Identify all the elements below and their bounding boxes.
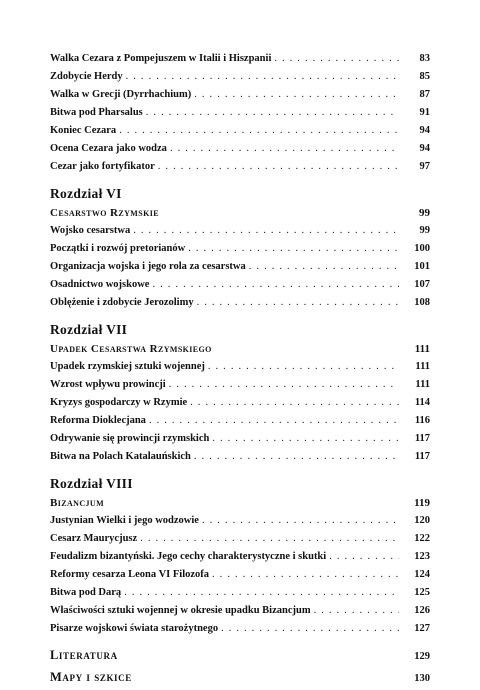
entry-title: Właściwości sztuki wojennej w okresie upadku Bizancjum: [50, 605, 311, 616]
subtitle-title: Bizancjum: [50, 497, 105, 509]
dot-leader: [169, 376, 399, 394]
dot-leader: [197, 294, 399, 312]
entry-title: Bitwa na Polach Katalauńskich: [50, 451, 191, 462]
dot-leader: [190, 394, 399, 412]
dot-leader: [119, 122, 399, 140]
subtitle-title: Upadek Cesarstwa Rzymskiego: [50, 343, 212, 355]
dot-leader: [212, 566, 399, 584]
toc-entry[interactable]: [50, 530, 430, 548]
toc-entry[interactable]: [50, 276, 430, 294]
toc-entry[interactable]: [50, 430, 430, 448]
entry-title: Cesarz Maurycjusz: [50, 533, 138, 544]
entry-title: Oblężenie i zdobycie Jerozolimy: [50, 297, 194, 308]
toc-entry[interactable]: [50, 240, 430, 258]
entry-title: Odrywanie się prowincji rzymskich: [50, 433, 210, 444]
entry-title: Osadnictwo wojskowe: [50, 279, 150, 290]
dot-leader: [149, 412, 399, 430]
entry-page: 99: [419, 225, 430, 236]
dot-leader: [133, 222, 399, 240]
entry-title: Kryzys gospodarczy w Rzymie: [50, 397, 188, 408]
entry-page: 126: [414, 605, 430, 616]
toc-entry[interactable]: [50, 448, 430, 466]
entry-page: 99: [419, 207, 430, 219]
dot-leader: [202, 512, 399, 530]
entry-page: 83: [419, 53, 430, 64]
entry-page: 111: [414, 343, 430, 355]
entry-page: 119: [414, 497, 430, 509]
entry-page: 91: [419, 107, 430, 118]
entry-title: Cezar jako fortyfikator: [50, 161, 155, 172]
toc-entry[interactable]: [50, 222, 430, 240]
toc-entry[interactable]: [50, 86, 430, 104]
entry-page: 122: [414, 533, 430, 544]
entry-title: Reformy cesarza Leona VI Filozofa: [50, 569, 210, 580]
entry-title: Wzrost wpływu prowincji: [50, 379, 166, 390]
dot-leader: [152, 276, 399, 294]
entry-title: Początki i rozwój pretorianów: [50, 243, 186, 254]
toc-entry[interactable]: [50, 394, 430, 412]
entry-title: Bitwa pod Darą: [50, 587, 122, 598]
entry-page: 120: [414, 515, 430, 526]
toc-entry[interactable]: [50, 412, 430, 430]
chapter-subtitle[interactable]: [50, 494, 430, 512]
entry-title: Ocena Cezara jako wodza: [50, 143, 167, 154]
entry-page: 116: [414, 415, 430, 426]
dot-leader: [140, 530, 399, 548]
dot-leader: [146, 104, 399, 122]
entry-page: 94: [419, 125, 430, 136]
toc-entry[interactable]: [50, 50, 430, 68]
toc-entry[interactable]: [50, 566, 430, 584]
toc-entry[interactable]: [50, 294, 430, 312]
toc-entry[interactable]: [50, 620, 430, 638]
toc-entry[interactable]: [50, 376, 430, 394]
entry-page: 101: [414, 261, 430, 272]
toc-entry[interactable]: [50, 140, 430, 158]
major-title: Literatura: [50, 648, 118, 662]
toc-major-entry[interactable]: [50, 644, 430, 666]
entry-page: 108: [414, 297, 430, 308]
entry-page: 127: [414, 623, 430, 634]
entry-page: 85: [419, 71, 430, 82]
table-of-contents: [50, 50, 430, 688]
chapter-heading: Rozdział VII: [50, 322, 128, 337]
entry-title: Wojsko cesarstwa: [50, 225, 131, 236]
entry-title: Bitwa pod Pharsalus: [50, 107, 143, 118]
toc-entry[interactable]: [50, 258, 430, 276]
entry-title: Upadek rzymskiej sztuki wojennej: [50, 361, 205, 372]
dot-leader: [158, 158, 399, 176]
chapter-heading: Rozdział VIII: [50, 476, 133, 491]
entry-title: Justynian Wielki i jego wodzowie: [50, 515, 199, 526]
subtitle-title: Cesarstwo Rzymskie: [50, 207, 159, 219]
dot-leader: [329, 548, 399, 566]
toc-entry[interactable]: [50, 602, 430, 620]
dot-leader: [221, 620, 399, 638]
entry-page: 111: [415, 361, 430, 372]
toc-entry[interactable]: [50, 68, 430, 86]
entry-title: Walka Cezara z Pompejuszem w Italii i Hiszpanii: [50, 53, 272, 64]
dot-leader: [249, 258, 399, 276]
toc-entry[interactable]: [50, 122, 430, 140]
toc-entry[interactable]: [50, 512, 430, 530]
entry-page: 107: [414, 279, 430, 290]
dot-leader: [124, 584, 399, 602]
dot-leader: [170, 140, 399, 158]
entry-page: 87: [419, 89, 430, 100]
entry-title: Zdobycie Herdy: [50, 71, 123, 82]
entry-page: 129: [414, 651, 430, 662]
entry-page: 100: [414, 243, 430, 254]
entry-title: Pisarze wojskowi świata starożytnego: [50, 623, 219, 634]
entry-title: Feudalizm bizantyński. Jego cechy charakterystyczne i skutki: [50, 551, 327, 562]
toc-entry[interactable]: [50, 104, 430, 122]
dot-leader: [274, 50, 399, 68]
toc-entry[interactable]: [50, 584, 430, 602]
toc-entry[interactable]: [50, 158, 430, 176]
entry-page: 94: [419, 143, 430, 154]
chapter-subtitle[interactable]: [50, 204, 430, 222]
entry-page: 117: [414, 451, 430, 462]
toc-entry[interactable]: [50, 548, 430, 566]
dot-leader: [212, 430, 399, 448]
entry-page: 97: [419, 161, 430, 172]
entry-title: Organizacja wojska i jego rola za cesarstwa: [50, 261, 246, 272]
dot-leader: [314, 602, 399, 620]
dot-leader: [188, 240, 399, 258]
toc-entry[interactable]: [50, 358, 430, 376]
major-title: Mapy i szkice: [50, 670, 132, 684]
dot-leader: [126, 68, 399, 86]
entry-page: 117: [414, 433, 430, 444]
entry-title: Koniec Cezara: [50, 125, 117, 136]
entry-title: Walka w Grecji (Dyrrhachium): [50, 89, 192, 100]
entry-title: Reforma Dioklecjana: [50, 415, 146, 426]
entry-page: 123: [414, 551, 430, 562]
dot-leader: [194, 448, 399, 466]
dot-leader: [208, 358, 399, 376]
entry-page: 124: [414, 569, 430, 580]
chapter-subtitle[interactable]: [50, 340, 430, 358]
dot-leader: [194, 86, 399, 104]
entry-page: 114: [414, 397, 430, 408]
entry-page: 111: [415, 379, 430, 390]
entry-page: 130: [414, 673, 430, 684]
toc-major-entry[interactable]: [50, 666, 430, 688]
chapter-heading: Rozdział VI: [50, 186, 122, 201]
entry-page: 125: [414, 587, 430, 598]
